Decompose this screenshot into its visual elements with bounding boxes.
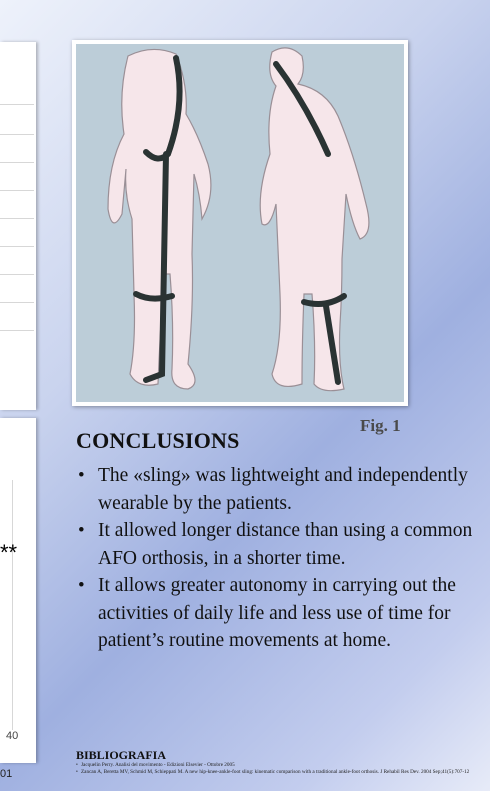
conclusions-list bbox=[76, 462, 476, 655]
table-line bbox=[0, 104, 34, 105]
front-figure bbox=[108, 49, 211, 389]
conclusions-heading: CONCLUSIONS bbox=[76, 428, 240, 453]
left-panel-bottom bbox=[0, 418, 36, 763]
footer-fragment: 01 bbox=[0, 768, 13, 780]
axis-tick-label: 40 bbox=[6, 730, 19, 742]
bibliography-item: • Jacquelin Perry. Analisi del movimento - Edizioni Elsevier - Ottobre 2005 bbox=[76, 762, 476, 769]
figure-image bbox=[76, 44, 404, 402]
conclusion-item: • It allows greater autonomy in carrying out the activities of daily life and less use of time for patient’s routine movements at home. bbox=[76, 572, 476, 655]
table-line bbox=[0, 190, 34, 191]
table-line bbox=[0, 162, 34, 163]
figure-frame bbox=[72, 40, 408, 406]
back-figure bbox=[260, 48, 369, 391]
significance-stars: ** bbox=[0, 540, 18, 565]
table-line bbox=[0, 274, 34, 275]
conclusion-item: • The «sling» was lightweight and independently wearable by the patients. bbox=[76, 462, 476, 517]
table-line bbox=[0, 330, 34, 331]
table-line bbox=[0, 134, 34, 135]
table-line bbox=[0, 302, 34, 303]
table-line bbox=[0, 246, 34, 247]
figure-caption: Fig. 1 bbox=[360, 416, 401, 435]
bibliography-item: • Zancan A, Beretta MV, Schmid M, Schieppati M. A new hip-knee-ankle-foot sling: kinematic comparison with a traditional ankle-foot orthosis. J Rehabil Res Dev. 2004 Sep;41(5):707-12 bbox=[76, 769, 476, 776]
sling-illustration bbox=[76, 44, 404, 402]
bibliography-heading: BIBLIOGRAFIA bbox=[76, 748, 167, 762]
left-panel-top bbox=[0, 42, 36, 410]
conclusion-item: • It allowed longer distance than using a common AFO orthosis, in a shorter time. bbox=[76, 517, 476, 572]
table-line bbox=[0, 218, 34, 219]
bibliography-list bbox=[76, 762, 476, 776]
chart-axis-fragment bbox=[12, 480, 13, 730]
